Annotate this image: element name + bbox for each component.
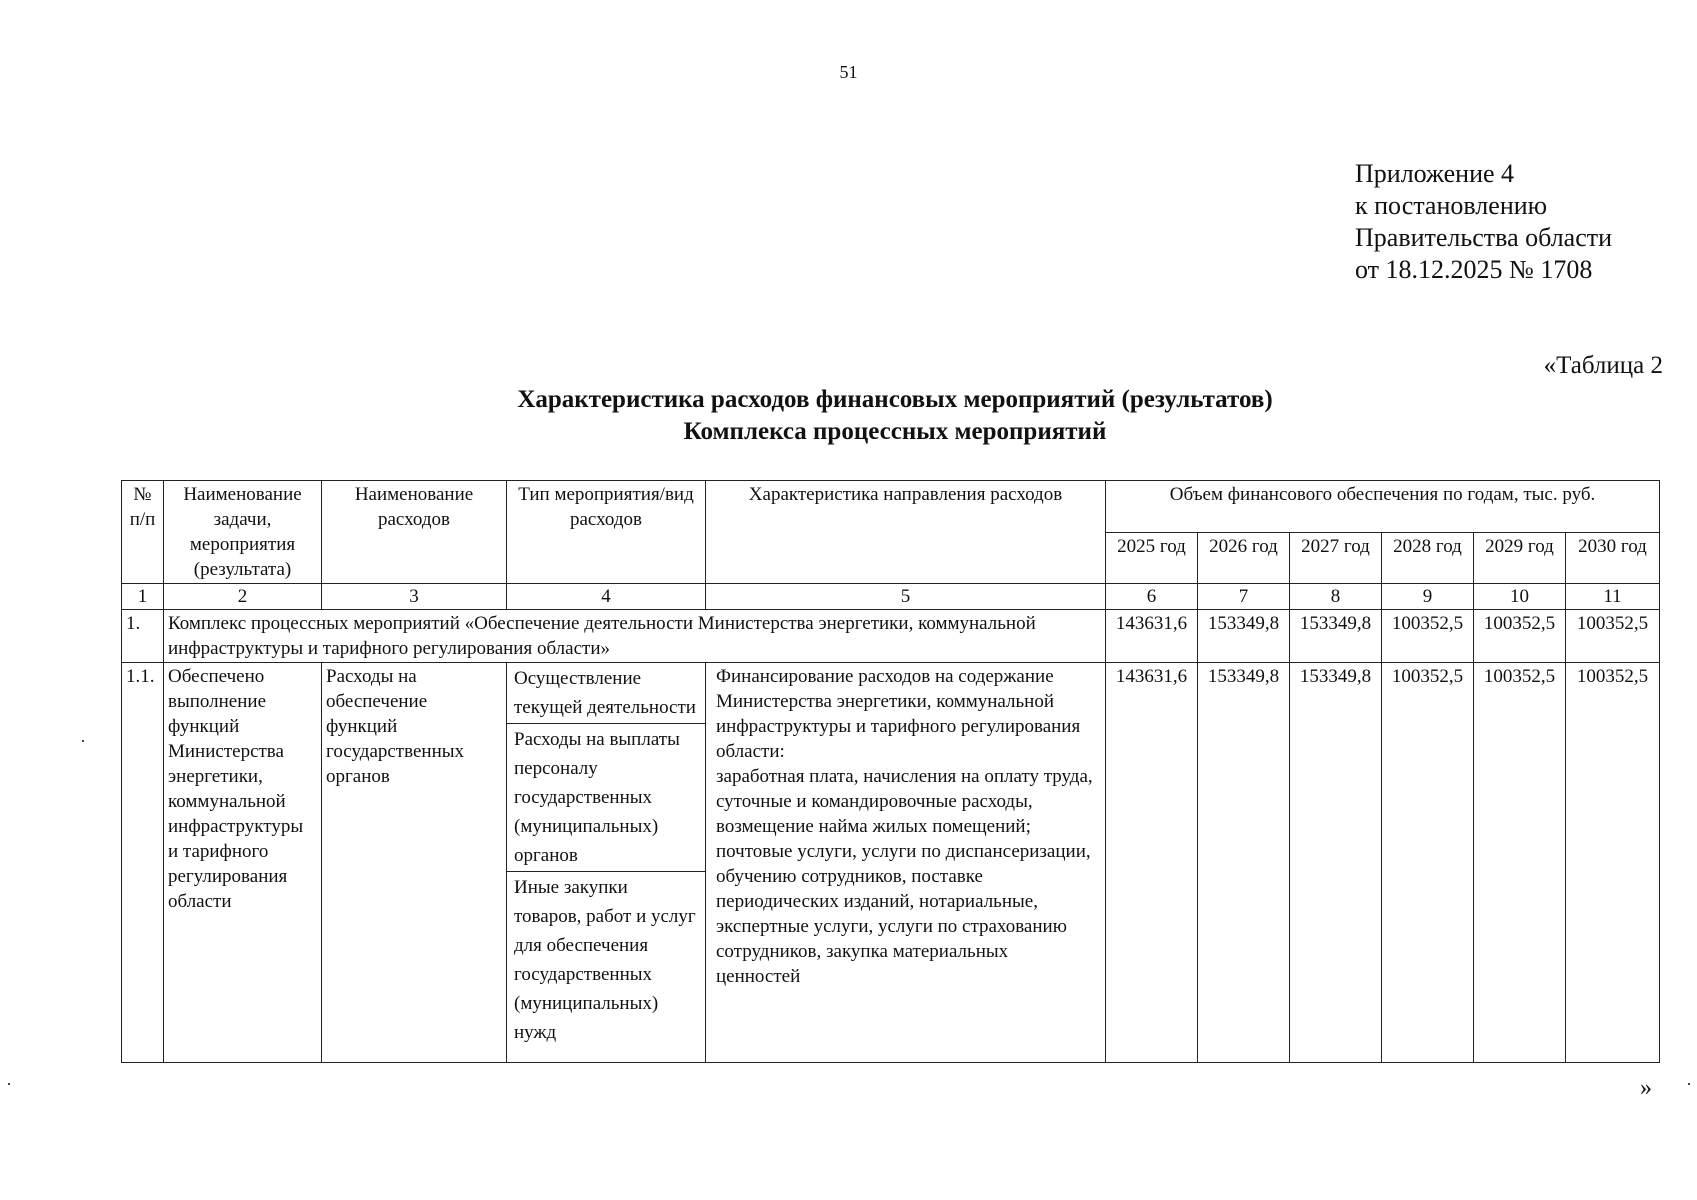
appendix-line-4: от 18.12.2025 № 1708	[1355, 255, 1593, 284]
appendix-line-2: к постановлению	[1355, 191, 1548, 220]
value-2028: 100352,5	[1382, 663, 1474, 1063]
table-row-complex	[122, 610, 1660, 663]
index-cell: 9	[1382, 584, 1474, 610]
row-num: 1.1.	[122, 663, 164, 1063]
value-2030: 100352,5	[1566, 663, 1660, 1063]
value-2025: 143631,6	[1106, 610, 1198, 663]
header-year-2028: 2028 год	[1382, 532, 1474, 584]
closing-quote: »	[1640, 1075, 1652, 1101]
header-expense-name: Наименование расходов	[322, 481, 507, 584]
header-num: № п/п	[122, 481, 164, 584]
complex-name: Комплекс процессных мероприятий «Обеспечение деятельности Министерства энергетики, коммунальной инфраструктуры и тарифного регулирования области»	[164, 610, 1106, 663]
event-types-cell	[507, 663, 706, 1063]
characteristic-cell	[706, 663, 1106, 1063]
header-characteristic: Характеристика направления расходов	[706, 481, 1106, 584]
event-type-item: Осуществление текущей деятельности	[514, 668, 696, 718]
value-2026: 153349,8	[1198, 610, 1290, 663]
task-name: Обеспечено выполнение функций Министерства энергетики, коммунальной инфраструктуры и тарифного регулирования области	[164, 663, 322, 1063]
appendix-line-3: Правительства области	[1355, 223, 1613, 252]
index-cell: 1	[122, 584, 164, 610]
expenses-table	[121, 480, 1660, 1063]
value-2030: 100352,5	[1566, 610, 1660, 663]
header-year-2026: 2026 год	[1198, 532, 1290, 584]
value-2027: 153349,8	[1290, 610, 1382, 663]
scan-speck	[1688, 1083, 1690, 1085]
event-type-item: Иные закупки товаров, работ и услуг для обеспечения государственных (муниципальных) нужд	[507, 871, 705, 1048]
appendix-line-1: Приложение 4	[1355, 159, 1515, 188]
value-2025: 143631,6	[1106, 663, 1198, 1063]
index-cell: 8	[1290, 584, 1382, 610]
index-cell: 10	[1474, 584, 1566, 610]
appendix-block	[1355, 158, 1612, 286]
header-row	[122, 481, 1660, 533]
header-task: Наименование задачи, мероприятия (результата)	[164, 481, 322, 584]
characteristic-paragraph: Финансирование расходов на содержание Министерства энергетики, коммунальной инфраструктуры и тарифного регулирования области:	[716, 666, 1081, 762]
header-year-2029: 2029 год	[1474, 532, 1566, 584]
value-2026: 153349,8	[1198, 663, 1290, 1063]
index-cell: 7	[1198, 584, 1290, 610]
index-cell: 5	[706, 584, 1106, 610]
header-event-type: Тип мероприятия/вид расходов	[507, 481, 706, 584]
header-year-2027: 2027 год	[1290, 532, 1382, 584]
index-cell: 6	[1106, 584, 1198, 610]
index-cell: 2	[164, 584, 322, 610]
header-year-2030: 2030 год	[1566, 532, 1660, 584]
event-type-item: Расходы на выплаты персоналу государственных (муниципальных) органов	[507, 723, 705, 871]
title-line-2: Комплекса процессных мероприятий	[683, 418, 1107, 445]
row-num: 1.	[122, 610, 164, 663]
column-index-row	[122, 584, 1660, 610]
document-title	[0, 384, 1697, 448]
scan-speck	[82, 740, 84, 742]
value-2029: 100352,5	[1474, 663, 1566, 1063]
value-2028: 100352,5	[1382, 610, 1474, 663]
table-caption: «Таблица 2	[1543, 352, 1663, 379]
header-year-2025: 2025 год	[1106, 532, 1198, 584]
page-number: 51	[839, 62, 858, 82]
characteristic-paragraph: почтовые услуги, услуги по диспансеризации, обучению сотрудников, поставке периодических изданий, нотариальные, экспертные услуги, услуги по страхованию сотрудников, закупка материальных ценностей	[716, 841, 1091, 987]
index-cell: 3	[322, 584, 507, 610]
expense-name: Расходы на обеспечение функций государственных органов	[322, 663, 507, 1063]
title-line-1: Характеристика расходов финансовых мероприятий (результатов)	[517, 386, 1273, 413]
index-cell: 4	[507, 584, 706, 610]
index-cell: 11	[1566, 584, 1660, 610]
value-2027: 153349,8	[1290, 663, 1382, 1063]
characteristic-paragraph: заработная плата, начисления на оплату труда, суточные и командировочные расходы, возмещение найма жилых помещений;	[716, 766, 1093, 837]
scan-speck	[8, 1083, 10, 1085]
header-volume: Объем финансового обеспечения по годам, тыс. руб.	[1106, 481, 1660, 533]
value-2029: 100352,5	[1474, 610, 1566, 663]
table-row-task	[122, 663, 1660, 1063]
